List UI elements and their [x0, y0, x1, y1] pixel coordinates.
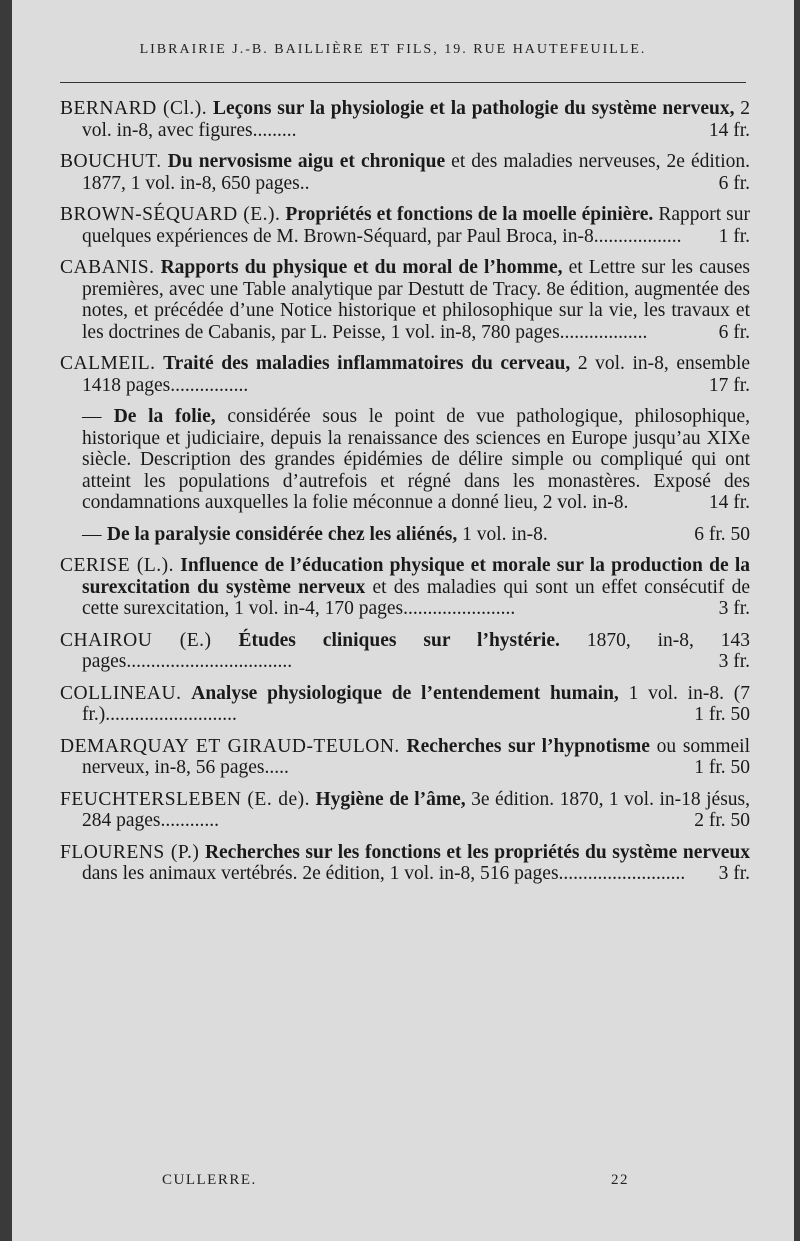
- running-head: LIBRAIRIE J.-B. BAILLIÈRE ET FILS, 19. RUE HAUTEFEUILLE.: [139, 42, 647, 57]
- entry-title: Hygiène de l’âme,: [315, 788, 466, 810]
- entry-details: dans les animaux vertébrés. 2e édition, 1 vol. in-8, 516 pages..........................: [82, 863, 686, 884]
- entry-details: 1 vol. in-8.: [462, 523, 548, 545]
- entry-details: ou sommeil nerveux, in-8, 56 pages.....: [82, 735, 750, 778]
- entry-price: 1 fr. 50: [694, 704, 750, 725]
- entry-price: 2 fr. 50: [694, 810, 750, 831]
- entry-price: 1 fr.: [718, 225, 750, 247]
- list-item: [60, 353, 750, 396]
- entry-author: CALMEIL.: [60, 353, 156, 374]
- entry-price: 6 fr. 50: [694, 523, 750, 545]
- entry-price: 6 fr.: [718, 321, 750, 343]
- entry-details: et Lettre sur les causes premières, avec une Table analytique par Destutt de Tracy. 8e édition, augmentée des notes, et précédée d’une Notice historique et philosophique sur la vie, les travaux et les doctrines de Cabanis, par L. Peisse, 1 vol. in-8, 780 pages..................: [82, 257, 751, 343]
- entry-title: Recherches sur l’hypnotisme: [406, 735, 650, 757]
- list-item: [60, 683, 750, 726]
- entry-author: CERISE (L.).: [60, 555, 175, 576]
- list-item: [60, 736, 750, 779]
- entry-author: BROWN-SÉQUARD (E.).: [60, 204, 281, 225]
- entry-title: Leçons sur la physiologie et la pathologie du système nerveux,: [212, 98, 735, 119]
- entry-author: BOUCHUT.: [60, 151, 162, 172]
- page-footer: [162, 1172, 629, 1189]
- header-rule: [60, 82, 746, 83]
- entry-details: et des maladies qui sont un effet consécutif de cette surexcitation, 1 vol. in-4, 170 pages.......................: [82, 576, 751, 619]
- entry-author: DEMARQUAY ET GIRAUD-TEULON.: [60, 735, 400, 757]
- list-item: [60, 524, 750, 546]
- entry-author: CABANIS.: [60, 257, 155, 278]
- entry-price: 3 fr.: [718, 863, 750, 884]
- entry-title: Influence de l’éducation physique et morale sur la production de la surexcitation du système nerveux: [82, 555, 751, 598]
- entry-details: 1870, in-8, 143 pages..................................: [82, 629, 751, 672]
- signature-mark: 22: [611, 1172, 629, 1188]
- list-item: [60, 842, 750, 885]
- entry-details: Rapport sur quelques expériences de M. Brown-Séquard, par Paul Broca, in-8..................: [82, 204, 750, 247]
- entry-author: BERNARD (Cl.).: [60, 98, 208, 119]
- entry-details: 3e édition. 1870, 1 vol. in-18 jésus, 284 pages............: [82, 788, 750, 831]
- list-item: [60, 789, 750, 832]
- entry-details: 2 vol. in-8, avec figures.........: [82, 98, 751, 141]
- page-sheet: [12, 0, 794, 1241]
- entry-author: FEUCHTERSLEBEN (E. de).: [60, 788, 310, 810]
- entry-title: De la folie,: [113, 406, 216, 427]
- footer-author-mark: CULLERRE.: [162, 1172, 257, 1188]
- list-item: [60, 406, 750, 514]
- entry-title: Traité des maladies inflammatoires du cerveau,: [163, 353, 571, 374]
- entry-price: 3 fr.: [718, 651, 750, 672]
- entry-author: CHAIROU (E.): [60, 629, 212, 651]
- entry-details: considérée sous le point de vue pathologique, philosophique, historique et judiciaire, depuis la renaissance des sciences en Europe jusqu’au XIXe siècle. Description des grandes épidémies de délire simple ou compliqué qui ont atteint les populations d’autrefois et régné dans les monastères. Exposé des condamnations auxquelles la folie méconnue a donné lieu, 2 vol. in-8.: [82, 406, 751, 513]
- entry-title: Propriétés et fonctions de la moelle épinière.: [285, 204, 654, 225]
- entry-details: 2 vol. in-8, ensemble 1418 pages................: [82, 353, 751, 396]
- list-item: [60, 151, 750, 194]
- list-item: [60, 257, 750, 343]
- entry-author: —: [82, 406, 102, 427]
- entry-author: COLLINEAU.: [60, 682, 182, 704]
- entry-title: Études cliniques sur l’hystérie.: [238, 629, 560, 651]
- list-item: [60, 204, 750, 247]
- list-item: [60, 555, 750, 620]
- entry-price: 1 fr. 50: [694, 757, 750, 778]
- entry-price: 14 fr.: [708, 492, 750, 513]
- list-item: [60, 98, 750, 141]
- entry-price: 17 fr.: [708, 374, 750, 396]
- catalogue-entries: [60, 98, 750, 895]
- entry-price: 14 fr.: [708, 119, 750, 141]
- entry-title: Recherches sur les fonctions et les propriétés du système nerveux: [204, 841, 750, 863]
- entry-price: 3 fr.: [718, 598, 750, 619]
- list-item: [60, 630, 750, 673]
- entry-details: 1 vol. in-8. (7 fr.)...........................: [82, 682, 750, 725]
- entry-details: et des maladies nerveuses, 2e édition. 1877, 1 vol. in-8, 650 pages..: [82, 151, 751, 194]
- entry-title: De la paralysie considérée chez les aliénés,: [106, 523, 458, 545]
- entry-author: FLOURENS (P.): [60, 841, 200, 863]
- entry-title: Analyse physiologique de l’entendement humain,: [191, 682, 619, 704]
- entry-title: Rapports du physique et du moral de l’homme,: [160, 257, 563, 278]
- entry-title: Du nervosisme aigu et chronique: [167, 151, 446, 172]
- entry-price: 6 fr.: [718, 172, 750, 194]
- entry-author: —: [82, 523, 102, 545]
